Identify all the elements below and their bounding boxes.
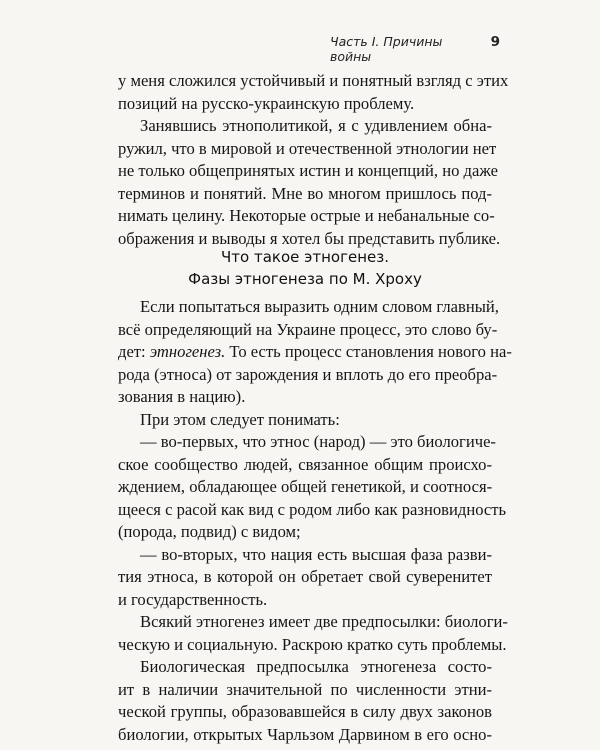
text-line: ит в наличии значительной по численности этни- <box>118 679 492 699</box>
text-fragment: То есть процесс становления нового на- <box>225 342 512 361</box>
intro-paragraphs <box>118 70 509 250</box>
section-heading <box>118 246 492 290</box>
text-line: тия этноса, в которой он обретает свой суверенитет <box>118 567 492 586</box>
emphasis-term: этногенез. <box>149 342 226 361</box>
text-line: всё определяющий на Украине процесс, это слово бу- <box>118 319 498 339</box>
text-line: — во-первых, что этнос (народ) — это биологиче- <box>140 432 496 451</box>
text-line: ждением, обладающее общей генетикой, и соотнося- <box>118 477 493 496</box>
running-title: Часть I. Причины войны <box>330 34 443 64</box>
text-line: ческой группы, образовавшейся в силу двух законов <box>118 702 492 721</box>
text-line: — во-вторых, что нация есть высшая фаза разви- <box>140 544 492 564</box>
text-line: не только общепринятых истин и концепций, но даже <box>118 161 498 180</box>
running-header <box>330 34 500 64</box>
text-line: терминов и понятий. Мне во многом пришлось под- <box>118 183 492 203</box>
ethnogenesis-paragraphs <box>118 296 512 746</box>
text-fragment: дет: <box>118 342 150 361</box>
text-line: и государственность. <box>118 589 268 609</box>
heading-line-1: Что такое этногенез. <box>221 248 389 266</box>
heading-line-2: Фазы этногенеза по М. Хроху <box>188 270 422 288</box>
text-line: Занявшись этнополитикой, я с удивлением обна- <box>140 116 492 135</box>
text-line: нимать целину. Некоторые острые и небанальные со- <box>118 206 495 225</box>
text-line: рода (этноса) от зарождения и вплоть до его преобра- <box>118 364 498 384</box>
text-line: При этом следует понимать: <box>140 409 340 429</box>
text-line: ское сообщество людей, связанное общим происхо- <box>118 454 492 474</box>
text-line: зования в нацию). <box>118 387 246 406</box>
text-line: ческую и социальную. Раскрою кратко суть проблемы. <box>118 634 507 654</box>
page-number: 9 <box>490 34 500 50</box>
text-line: Биологическая предпосылка этногенеза состо- <box>140 657 492 676</box>
text-line: щееся с расой как вид с родом либо как разновидность <box>118 499 507 519</box>
text-line <box>118 341 512 364</box>
text-line: ружил, что в мировой и отечественной этнологии нет <box>118 138 497 158</box>
text-line: (порода, подвид) с видом; <box>118 522 301 541</box>
text-line: Всякий этногенез имеет две предпосылки: биологи- <box>140 612 508 631</box>
text-line: ображения и выводы я хотел бы представить публике. <box>118 228 501 248</box>
text-line: позиций на русско-украинскую проблему. <box>118 93 415 113</box>
text-line: Если попытаться выразить одним словом главный, <box>140 297 499 316</box>
text-line: биологии, открытых Чарльзом Дарвином в его осно- <box>118 724 492 744</box>
text-line: у меня сложился устойчивый и понятный взгляд с этих <box>118 71 509 90</box>
